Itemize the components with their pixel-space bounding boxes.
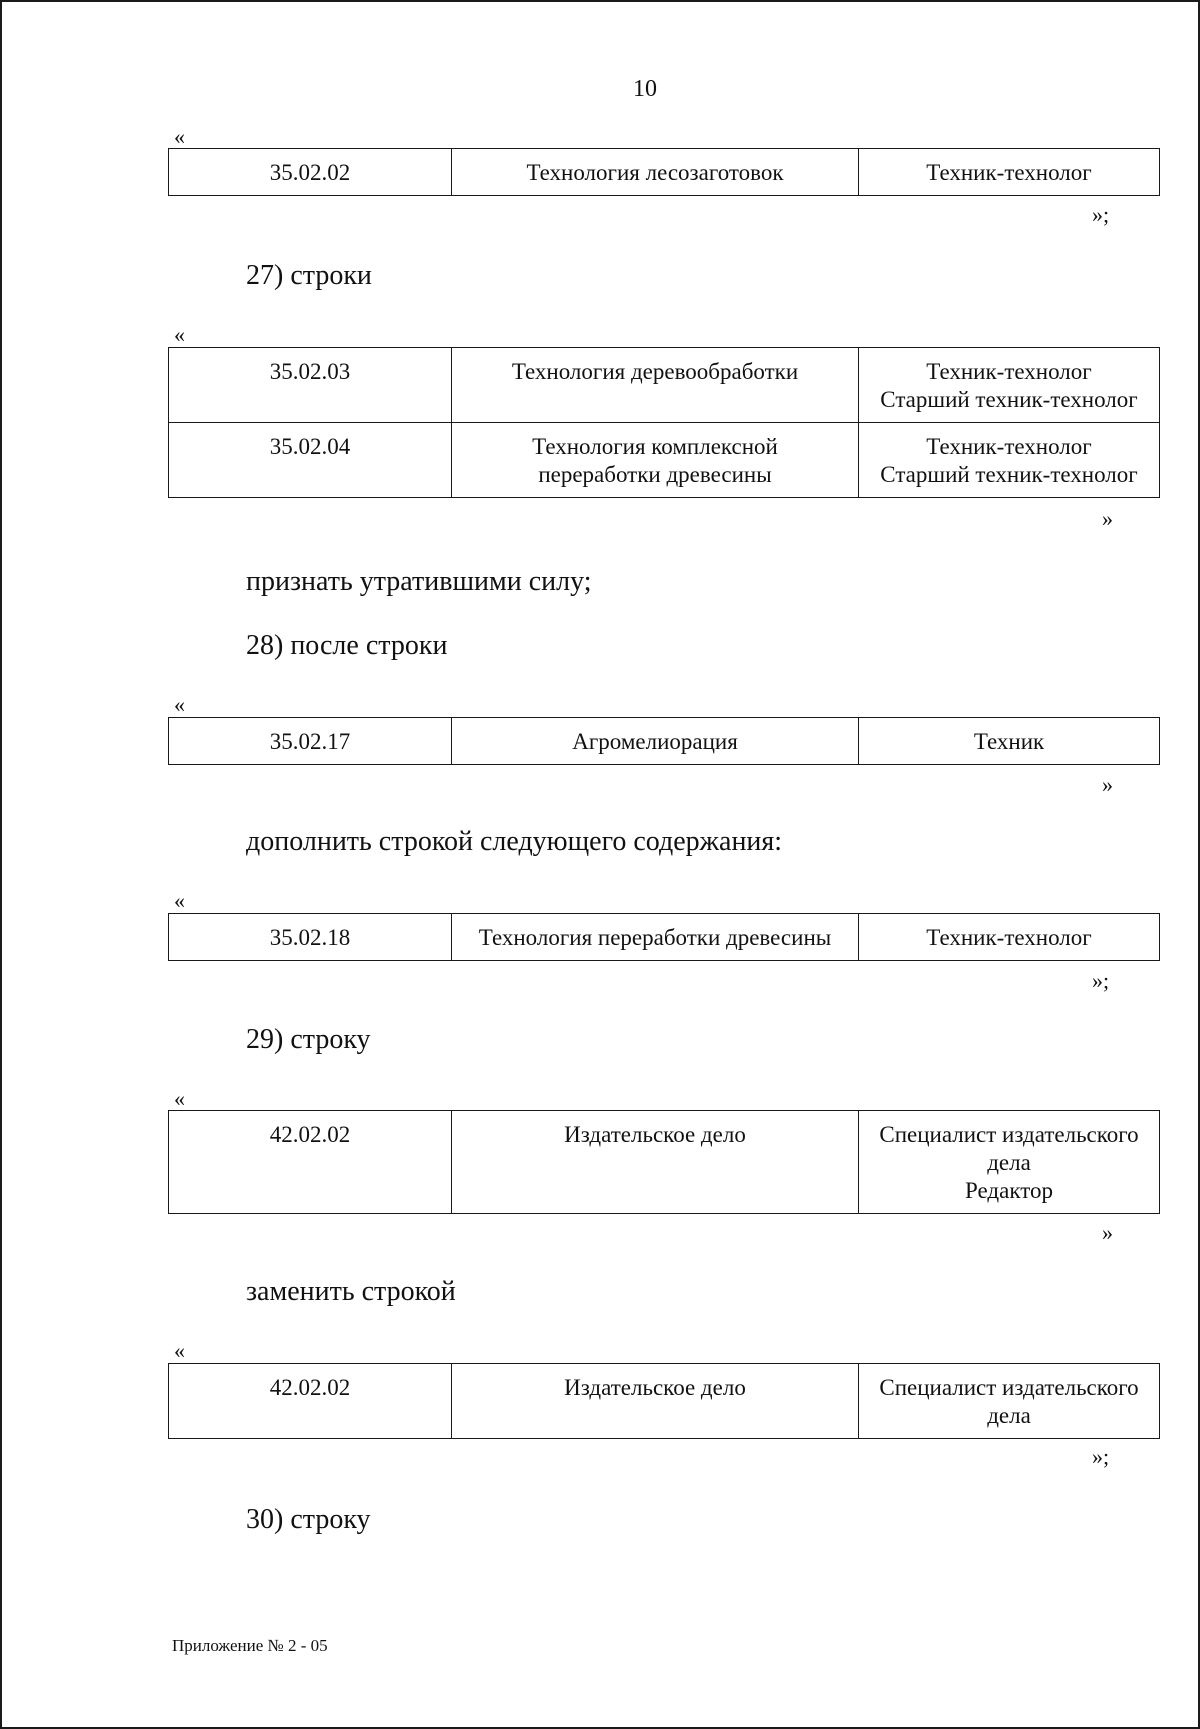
opening-quote: «	[174, 322, 185, 347]
paragraph-heading: 30) строку	[246, 1504, 371, 1535]
qualification-line: Техник-технолог	[926, 160, 1092, 185]
specialty-name	[452, 914, 859, 961]
specialty-name	[452, 1111, 859, 1214]
qualification	[859, 1111, 1160, 1214]
qualification-line: Специалист издательского	[879, 1122, 1139, 1147]
table-row	[169, 149, 1160, 196]
specialty-code: 35.02.03	[169, 348, 452, 423]
page-number: 10	[633, 76, 657, 102]
closing-quote: »;	[1092, 1444, 1110, 1469]
amendment-table	[168, 1363, 1160, 1439]
specialty-name-line: Технология комплексной	[532, 434, 778, 459]
table-row	[169, 1364, 1160, 1439]
closing-quote: »	[1102, 1220, 1113, 1245]
footer-note: Приложение № 2 - 05	[172, 1636, 328, 1655]
opening-quote: «	[174, 1338, 185, 1363]
opening-quote: «	[174, 124, 185, 149]
qualification-line: Техник-технолог	[926, 359, 1092, 384]
amendment-table	[168, 913, 1160, 961]
qualification-line: дела	[987, 1403, 1031, 1428]
closing-quote: »;	[1092, 202, 1110, 227]
qualification-line: Техник-технолог	[926, 434, 1092, 459]
qualification-line: Старший техник-технолог	[880, 387, 1138, 412]
qualification	[859, 1364, 1160, 1439]
amendment-table	[168, 347, 1160, 498]
qualification-line: дела	[987, 1150, 1031, 1175]
opening-quote: «	[174, 888, 185, 913]
specialty-code: 35.02.04	[169, 423, 452, 498]
closing-quote: »	[1102, 506, 1113, 531]
paragraph-text: заменить строкой	[246, 1276, 456, 1307]
specialty-code: 42.02.02	[169, 1111, 452, 1214]
amendment-table	[168, 717, 1160, 765]
opening-quote: «	[174, 1086, 185, 1111]
specialty-name-line: Издательское дело	[564, 1122, 746, 1147]
specialty-name-line: Технология деревообработки	[511, 359, 799, 384]
table-row	[169, 914, 1160, 961]
specialty-name	[452, 1364, 859, 1439]
table-row	[169, 423, 1160, 498]
qualification	[859, 149, 1160, 196]
paragraph-heading: 27) строки	[246, 260, 372, 291]
paragraph-text: дополнить строкой следующего содержания:	[246, 826, 783, 857]
closing-quote: »;	[1092, 968, 1110, 993]
qualification	[859, 348, 1160, 423]
amendment-table	[168, 148, 1160, 196]
qualification	[859, 718, 1160, 765]
specialty-code: 35.02.17	[169, 718, 452, 765]
amendment-table	[168, 1110, 1160, 1214]
paragraph-heading: 28) после строки	[246, 630, 448, 661]
table-row	[169, 348, 1160, 423]
qualification	[859, 914, 1160, 961]
table-row	[169, 1111, 1160, 1214]
opening-quote: «	[174, 692, 185, 717]
specialty-name	[452, 718, 859, 765]
specialty-code: 35.02.18	[169, 914, 452, 961]
specialty-code: 35.02.02	[169, 149, 452, 196]
qualification	[859, 423, 1160, 498]
paragraph-heading: 29) строку	[246, 1024, 371, 1055]
specialty-name	[452, 423, 859, 498]
qualification-line: Редактор	[965, 1178, 1053, 1203]
closing-quote: »	[1102, 772, 1113, 797]
specialty-name	[452, 348, 859, 423]
qualification-line: Техник-технолог	[926, 925, 1092, 950]
table-row	[169, 718, 1160, 765]
specialty-name-line: Издательское дело	[564, 1375, 746, 1400]
specialty-name-line: Технология лесозаготовок	[526, 160, 784, 185]
specialty-name-line: переработки древесины	[538, 462, 772, 487]
specialty-name-line: Технология переработки древесины	[478, 925, 832, 950]
qualification-line: Специалист издательского	[879, 1375, 1139, 1400]
specialty-name-line: Агромелиорация	[572, 729, 738, 754]
qualification-line: Техник	[973, 729, 1045, 754]
paragraph-text: признать утратившими силу;	[246, 566, 592, 597]
specialty-name	[452, 149, 859, 196]
specialty-code: 42.02.02	[169, 1364, 452, 1439]
qualification-line: Старший техник-технолог	[880, 462, 1138, 487]
